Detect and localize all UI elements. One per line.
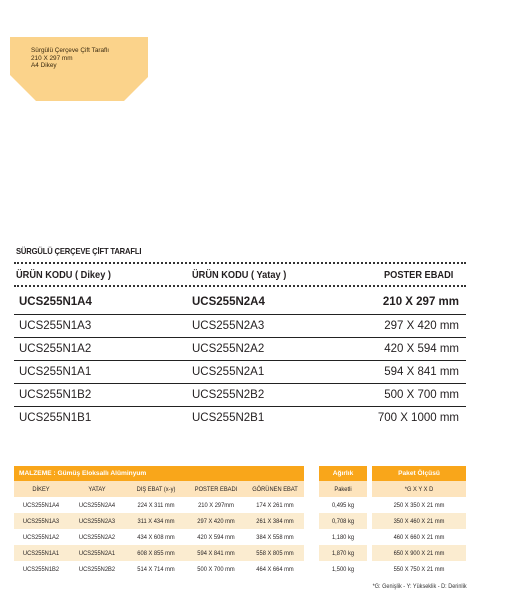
- subheader-poster-size: POSTER EBADI: [194, 485, 238, 493]
- code-horizontal: UCS255N2B2: [192, 389, 265, 401]
- table-row: [14, 361, 466, 384]
- code-horizontal: UCS255N2A3: [192, 320, 265, 332]
- table-row: [14, 513, 304, 529]
- poster-size: 297 X 420 mm: [384, 320, 459, 332]
- tag-line-3: A4 Dikey: [31, 62, 57, 70]
- cell-outer-size: 311 X 434 mm: [137, 517, 175, 525]
- package-label: Paket Ölçüsü: [398, 469, 440, 477]
- cell-visible-size: 174 X 261 mm: [256, 501, 294, 509]
- cell-weight: 1,500 kg: [331, 565, 355, 573]
- package-subheader-row: [372, 481, 466, 497]
- code-vertical: UCS255N1A1: [19, 366, 92, 378]
- table-row: [319, 561, 367, 577]
- cell-vertical: UCS255N1A3: [22, 517, 60, 525]
- poster-size: 500 X 700 mm: [384, 389, 459, 401]
- cell-visible-size: 464 X 664 mm: [256, 565, 294, 573]
- subheader-dimensions: *G X Y X D: [404, 485, 434, 493]
- cell-poster-size: 210 X 297mm: [198, 501, 234, 509]
- weight-subheader-row: [319, 481, 367, 497]
- table-row: [14, 384, 466, 407]
- cell-outer-size: 608 X 855 mm: [137, 549, 175, 557]
- cell-poster-size: 594 X 841 mm: [197, 549, 235, 557]
- cell-outer-size: 514 X 714 mm: [137, 565, 175, 573]
- code-vertical: UCS255N1B2: [19, 389, 92, 401]
- cell-vertical: UCS255N1B2: [22, 565, 60, 573]
- weight-label: Ağırlık: [332, 469, 354, 477]
- code-horizontal: UCS255N2A4: [192, 296, 265, 308]
- cell-vertical: UCS255N1A4: [22, 501, 60, 509]
- cell-weight: 0,708 kg: [331, 517, 355, 525]
- table-row: [372, 561, 466, 577]
- cell-visible-size: 261 X 384 mm: [256, 517, 294, 525]
- cell-package-size: 460 X 660 X 21 mm: [393, 533, 445, 541]
- subheader-outer-size: DIŞ EBAT (x-y): [136, 485, 176, 493]
- code-vertical: UCS255N1A2: [19, 343, 92, 355]
- cell-horizontal: UCS255N2A1: [78, 549, 116, 557]
- cell-package-size: 350 X 460 X 21 mm: [393, 517, 445, 525]
- subheader-vertical: DİKEY: [32, 485, 50, 493]
- material-header: [14, 466, 304, 481]
- product-tag: [10, 37, 148, 101]
- subheader-horizontal: YATAY: [88, 485, 106, 493]
- weight-header: [319, 466, 367, 481]
- code-vertical: UCS255N1A4: [19, 296, 92, 308]
- cell-package-size: 550 X 750 X 21 mm: [393, 565, 445, 573]
- dimension-footnote: *G: Genişlik - Y: Yükseklik - D: Derinlik: [372, 583, 467, 590]
- table-row: [14, 545, 304, 561]
- package-header: [372, 466, 466, 481]
- table-row: [14, 407, 466, 430]
- cell-vertical: UCS255N1A2: [22, 533, 60, 541]
- table-row: [372, 513, 466, 529]
- header-code-horizontal: ÜRÜN KODU ( Yatay ): [192, 269, 287, 281]
- code-vertical: UCS255N1B1: [19, 412, 92, 424]
- cell-horizontal: UCS255N2A3: [78, 517, 116, 525]
- table-row: [372, 529, 466, 545]
- table-row: [319, 513, 367, 529]
- tag-line-1: Sürgülü Çerçeve Çift Taraflı: [31, 47, 110, 54]
- code-horizontal: UCS255N2A2: [192, 343, 265, 355]
- cell-outer-size: 224 X 311 mm: [137, 501, 175, 509]
- poster-size: 420 X 594 mm: [384, 343, 459, 355]
- table-row: [14, 291, 466, 314]
- cell-visible-size: 384 X 558 mm: [256, 533, 294, 541]
- table-row: [319, 497, 367, 513]
- material-label: MALZEME : Gümüş Eloksallı Alüminyum: [19, 469, 147, 477]
- cell-weight: 0,495 kg: [331, 501, 355, 509]
- table-row: [14, 338, 466, 361]
- cell-poster-size: 500 X 700 mm: [197, 565, 235, 573]
- table-row: [14, 529, 304, 545]
- main-table-title: SÜRGÜLÜ ÇERÇEVE ÇİFT TARAFLI: [16, 246, 142, 256]
- cell-visible-size: 558 X 805 mm: [256, 549, 294, 557]
- code-vertical: UCS255N1A3: [19, 320, 92, 332]
- cell-horizontal: UCS255N2A4: [78, 501, 116, 509]
- header-code-vertical: ÜRÜN KODU ( Dikey ): [16, 269, 111, 281]
- title-divider: [14, 262, 466, 264]
- cell-package-size: 650 X 900 X 21 mm: [393, 549, 445, 557]
- table-row: [319, 529, 367, 545]
- table-row: [14, 561, 304, 577]
- cell-outer-size: 434 X 608 mm: [137, 533, 175, 541]
- code-horizontal: UCS255N2A1: [192, 366, 265, 378]
- cell-package-size: 250 X 350 X 21 mm: [393, 501, 445, 509]
- cell-horizontal: UCS255N2B2: [78, 565, 116, 573]
- cell-weight: 1,180 kg: [331, 533, 355, 541]
- material-subheader-row: [14, 481, 304, 497]
- code-horizontal: UCS255N2B1: [192, 412, 265, 424]
- cell-weight: 1,870 kg: [331, 549, 355, 557]
- table-row: [319, 545, 367, 561]
- tag-text: [31, 47, 109, 70]
- subheader-packaged: Paketli: [334, 485, 352, 493]
- poster-size: 700 X 1000 mm: [377, 412, 459, 424]
- cell-poster-size: 420 X 594 mm: [197, 533, 235, 541]
- table-row: [372, 497, 466, 513]
- header-divider: [14, 285, 466, 287]
- table-row: [14, 315, 466, 338]
- cell-poster-size: 297 X 420 mm: [197, 517, 235, 525]
- tag-line-2: 210 X 297 mm: [31, 54, 73, 62]
- subheader-visible-size: GÖRÜNEN EBAT: [252, 485, 298, 493]
- poster-size: 594 X 841 mm: [384, 366, 459, 378]
- cell-horizontal: UCS255N2A2: [78, 533, 116, 541]
- table-row: [372, 545, 466, 561]
- header-poster-size: POSTER EBADI: [384, 269, 454, 281]
- table-row: [14, 497, 304, 513]
- cell-vertical: UCS255N1A1: [22, 549, 60, 557]
- poster-size: 210 X 297 mm: [382, 296, 459, 308]
